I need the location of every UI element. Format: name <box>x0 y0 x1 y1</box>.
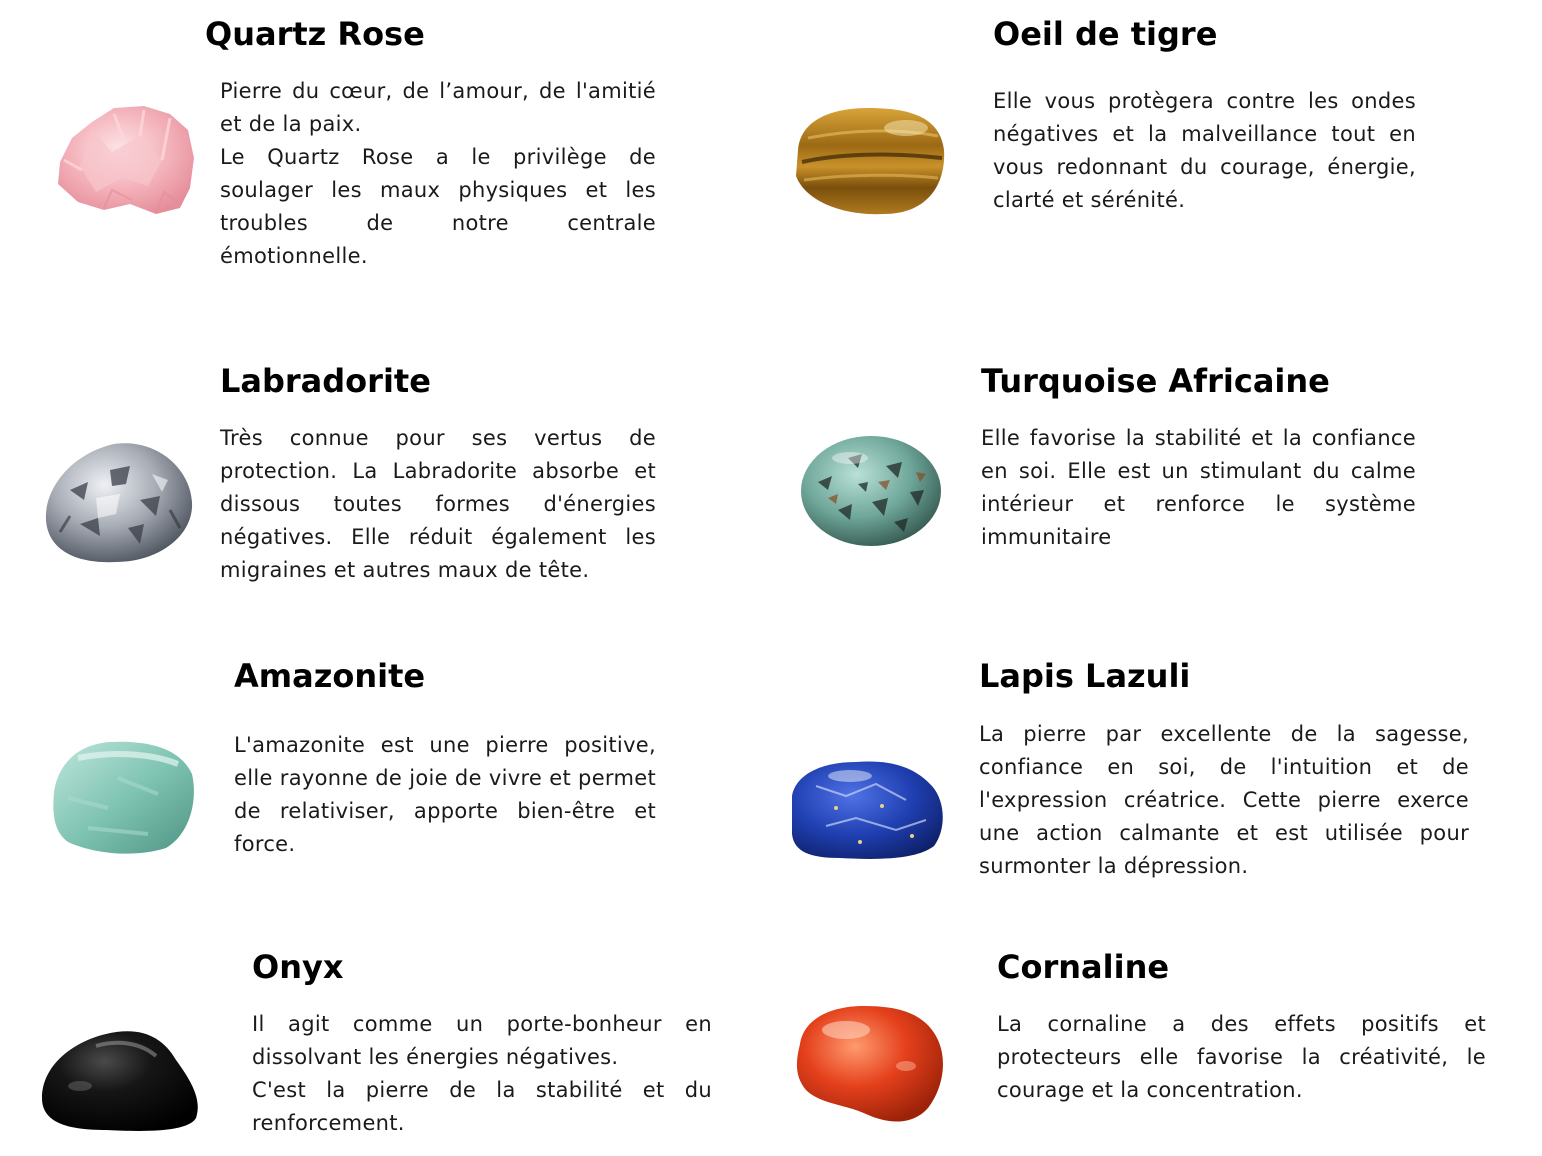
description-line: La pierre par excellente de la sagesse, confiance en soi, de l'intuition et de l'expression créatrice. Cette pierre exerce une action calmante et est utilisée pour surmonter la dépression. <box>979 722 1469 878</box>
description-line: L'amazonite est une pierre positive, elle rayonne de joie de vivre et permet de relativiser, apporte bien-être et force. <box>234 733 656 856</box>
onyx-stone-icon <box>36 1026 204 1134</box>
stone-title: Onyx <box>252 948 344 986</box>
stone-title: Amazonite <box>234 657 426 695</box>
amazonite-stone-icon <box>48 738 198 856</box>
stone-description <box>252 1008 712 1140</box>
stone-title: Oeil de tigre <box>993 15 1218 53</box>
rose-quartz-stone-icon <box>52 100 198 218</box>
lapis-lazuli-stone-icon <box>786 756 948 862</box>
description-line: Le Quartz Rose a le privilège de soulager les maux physiques et les troubles de notre centrale émotionnelle. <box>220 145 656 268</box>
stone-title: Lapis Lazuli <box>979 657 1191 695</box>
description-line: Très connue pour ses vertus de protection. La Labradorite absorbe et dissous toutes formes d'énergies négatives. Elle réduit également les migraines et autres maux de tête. <box>220 426 656 582</box>
african-turquoise-stone-icon <box>798 432 944 550</box>
description-line: La cornaline a des effets positifs et protecteurs elle favorise la créativité, le courage et la concentration. <box>997 1012 1486 1102</box>
stone-title: Cornaline <box>997 948 1170 986</box>
stone-description <box>234 729 656 861</box>
stone-description <box>979 718 1469 883</box>
stone-title: Turquoise Africaine <box>981 362 1330 400</box>
description-line: Elle vous protègera contre les ondes négatives et la malveillance tout en vous redonnant du courage, énergie, clarté et sérénité. <box>993 89 1416 212</box>
stone-title: Labradorite <box>220 362 431 400</box>
tiger-eye-stone-icon <box>788 102 948 220</box>
stone-description <box>993 85 1416 217</box>
stone-description <box>220 422 656 587</box>
stone-description <box>997 1008 1486 1107</box>
labradorite-stone-icon <box>40 440 195 566</box>
carnelian-stone-icon <box>792 1000 948 1128</box>
stone-description <box>981 422 1416 554</box>
description-line: Il agit comme un porte-bonheur en dissolvant les énergies négatives. <box>252 1012 712 1069</box>
description-line: C'est la pierre de la stabilité et du renforcement. <box>252 1078 712 1135</box>
description-line: Elle favorise la stabilité et la confiance en soi. Elle est un stimulant du calme intérieur et renforce le système immunitaire <box>981 426 1416 549</box>
stone-title: Quartz Rose <box>205 15 425 53</box>
description-line: Pierre du cœur, de l’amour, de l'amitié et de la paix. <box>220 79 656 136</box>
stone-description <box>220 75 656 273</box>
